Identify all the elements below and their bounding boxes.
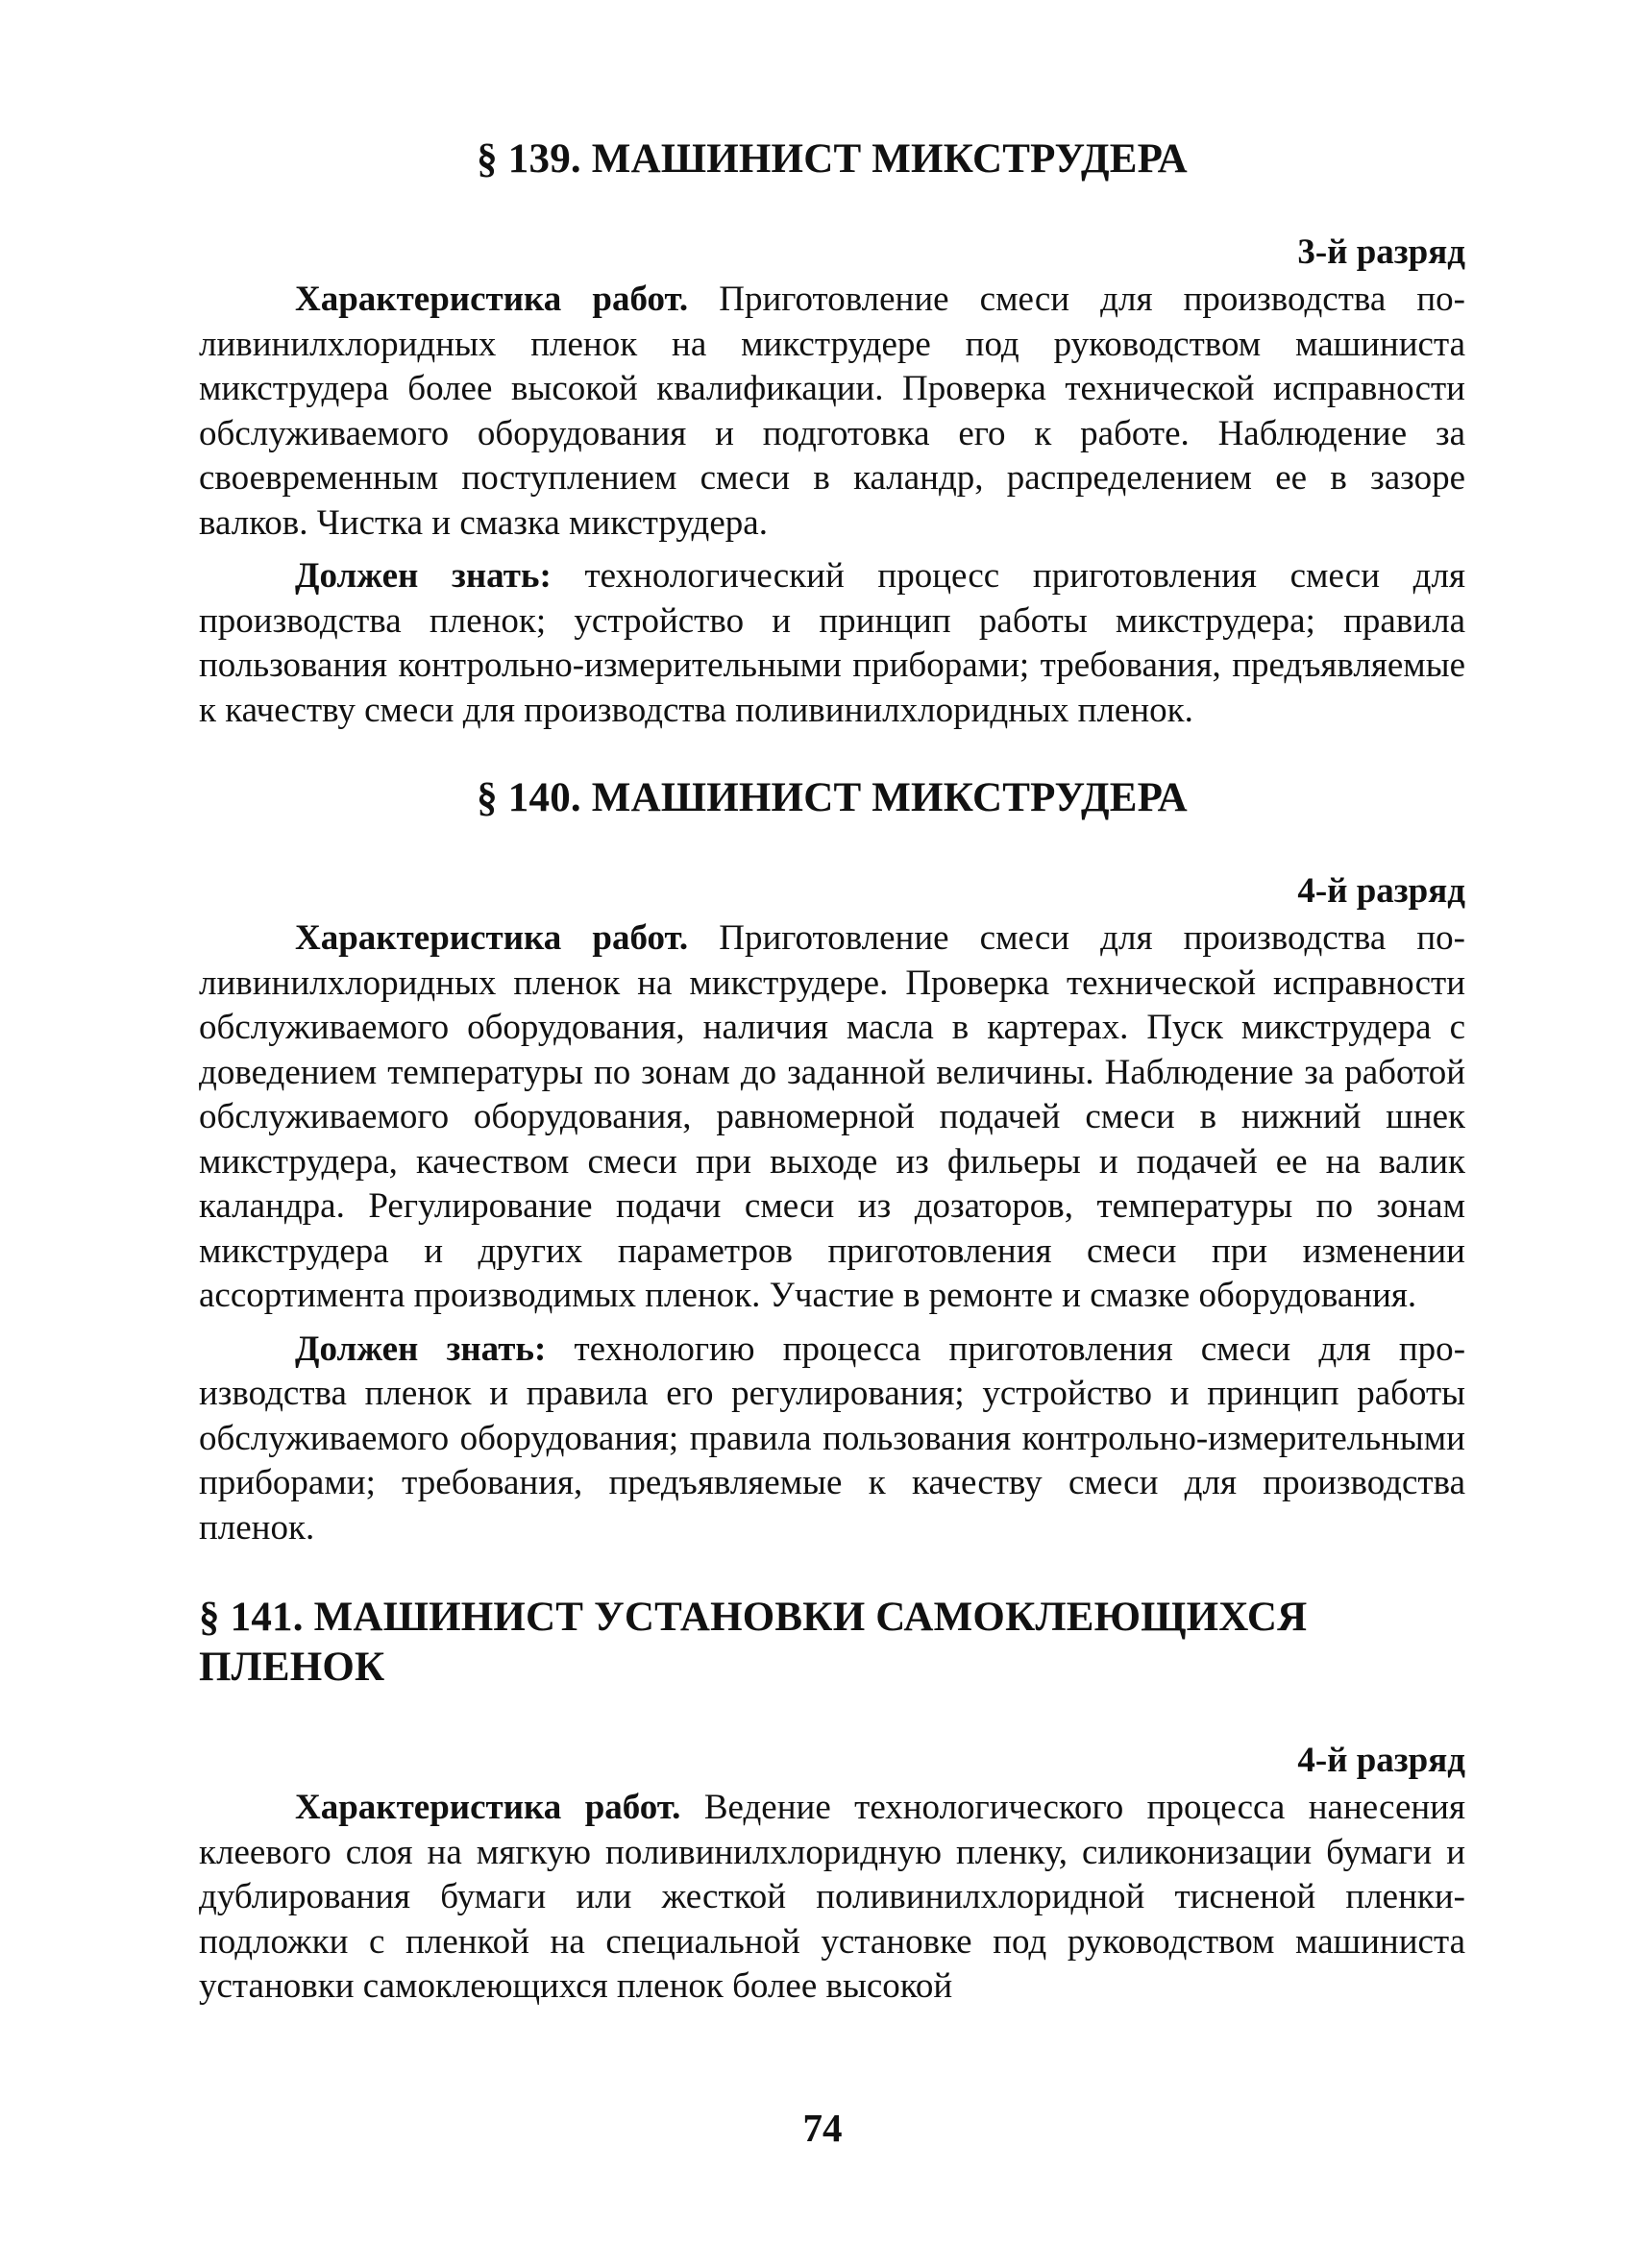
characteristics-text: Ведение технологического процесса нанесения клеевого слоя на мягкую поливинилхлоридную пленку, силиконизации бумаги и дублирования бумаги или жесткой поливинилхлоридной тисненой пленки-подложки с пленкой на специальной установке под руководством машиниста установки самоклеющихся пленок более высокой (199, 1788, 1466, 2006)
characteristics-text: Приготовление смеси для производства поливинилхлоридных пленок на микструдере под руководством машиниста микструдера более высокой квалификации. Проверка технической исправности обслуживаемого оборудования и подготовка его к работе. Наблюдение за своевременным поступлением смеси в каландр, распределением ее в зазоре валков. Чистка и смазка микструдера. (199, 280, 1465, 543)
knowledge-text: технологический процесс приготовления смеси для производства пленок; устройство и принцип работы микструдера; правила пользования контрольно-измерительными приборами; требования, предъявляемые к качеству смеси для производства поливинилхлоридных пленок. (199, 556, 1465, 730)
section-139-characteristics (199, 278, 1465, 546)
characteristics-lead: Характеристика работ. (295, 280, 689, 319)
section-141-characteristics (199, 1786, 1465, 2010)
section-140-grade: 4-й разряд (1297, 871, 1465, 911)
section-140-characteristics (199, 916, 1465, 1319)
characteristics-lead: Характеристика работ. (295, 1788, 681, 1827)
characteristics-text: Приготовление смеси для производства поливинилхлоридных пленок на микструдере. Проверка технической исправности обслуживаемого оборудования, наличия масла в картерах. Пуск микструдера с доведением температуры по зонам до заданной величины. Наблюдение за работой обслуживаемого оборудования, равномерной подачей смеси в нижний шнек микструдера, качеством смеси при выходе из фильеры и подачей ее на валик каландра. Регулирование подачи смеси из дозаторов, температуры по зонам микструдера и других параметров приготовления смеси при изменении ассортимента производимых пленок. Участие в ремонте и смазке оборудования. (199, 918, 1465, 1315)
page-number: 74 (802, 2106, 843, 2150)
section-141-title: § 141. МАШИНИСТ УСТАНОВКИ САМОКЛЕЮЩИХСЯ ПЛЕНОК (199, 1595, 1308, 1690)
document-page (199, 134, 1465, 2018)
section-140-title: § 140. МАШИНИСТ МИКСТРУДЕРА (477, 775, 1188, 820)
section-140-knowledge (199, 1328, 1465, 1551)
knowledge-lead: Должен знать: (295, 1329, 547, 1369)
section-139-title: § 139. МАШИНИСТ МИКСТРУДЕРА (477, 136, 1188, 182)
section-139-knowledge (199, 554, 1465, 733)
section-141-grade: 4-й разряд (1297, 1741, 1465, 1780)
characteristics-lead: Характеристика работ. (295, 918, 689, 958)
knowledge-lead: Должен знать: (295, 556, 552, 596)
knowledge-text: технологию процесса приготовления смеси для производства пленок и правила его регулирования; устройство и принцип работы обслуживаемого оборудования; правила пользования контрольно-измерительными приборами; требования, предъявляемые к качеству смеси для производства пленок. (199, 1329, 1466, 1548)
section-139-grade: 3-й разряд (1297, 232, 1465, 272)
